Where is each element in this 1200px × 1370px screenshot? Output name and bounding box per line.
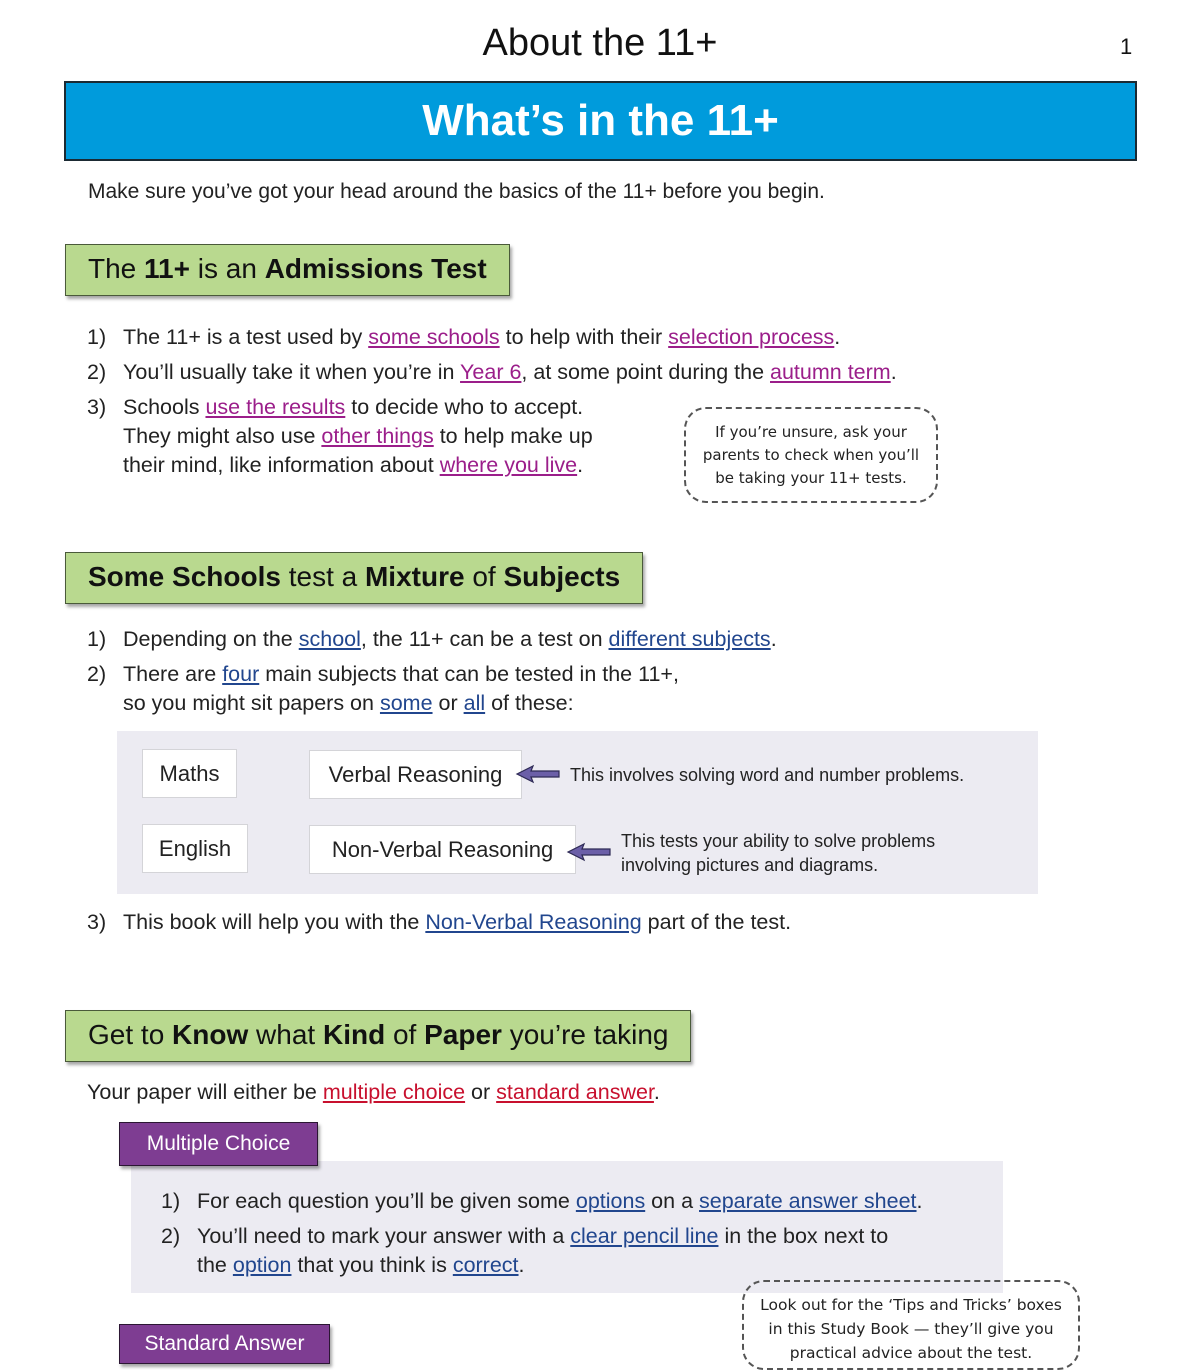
list-number: 2) — [87, 662, 107, 686]
text: You’ll usually take it when you’re in — [123, 360, 461, 384]
text: . — [890, 360, 897, 384]
list-number: 2) — [87, 360, 107, 384]
text: Depending on the — [123, 627, 299, 651]
link-non-verbal-reasoning[interactable]: Non-Verbal Reasoning — [425, 910, 642, 934]
heading-bold: Admissions Test — [264, 253, 487, 284]
link-some[interactable]: some — [379, 691, 433, 715]
arrow-left-icon — [566, 842, 614, 862]
text: in the box next to — [718, 1224, 889, 1248]
link-year-6[interactable]: Year 6 — [460, 360, 522, 384]
heading-bold: Kind — [322, 1019, 386, 1050]
multiple-choice-list — [161, 1187, 1001, 1287]
text: main subjects that can be tested in the 11+, — [259, 662, 679, 686]
text: so you might sit papers on — [123, 691, 380, 715]
page-banner — [64, 81, 1137, 161]
text: For each question you’ll be given some — [197, 1189, 576, 1213]
text: part of the test. — [641, 910, 792, 934]
text: Schools — [123, 395, 206, 419]
heading-bold: Paper — [424, 1019, 502, 1050]
heading-part: of — [464, 561, 504, 592]
section-title: About the 11+ — [482, 22, 718, 64]
link-multiple-choice[interactable]: multiple choice — [322, 1080, 466, 1104]
link-selection-process[interactable]: selection process — [668, 325, 835, 349]
paper-intro — [87, 1078, 660, 1107]
text: , the 11+ can be a test on — [360, 627, 609, 651]
heading-bold: Know — [172, 1019, 249, 1050]
non-verbal-reasoning-note — [621, 829, 935, 877]
list-number: 3) — [87, 910, 107, 934]
list-number: 3) — [87, 395, 107, 419]
text: . — [577, 453, 584, 477]
tip-line: practical advice about the test. — [789, 1344, 1033, 1362]
note-line: involving pictures and diagrams. — [621, 855, 879, 875]
heading-bold: Subjects — [503, 561, 621, 592]
link-four[interactable]: four — [222, 662, 260, 686]
text: or — [432, 691, 464, 715]
link-other-things[interactable]: other things — [321, 424, 434, 448]
text: or — [465, 1080, 497, 1104]
link-different-subjects[interactable]: different subjects — [608, 627, 771, 651]
text: You’ll need to mark your answer with a — [197, 1224, 571, 1248]
note-line: This tests your ability to solve problems — [621, 831, 936, 851]
section-heading-admissions — [65, 244, 510, 296]
link-clear-pencil-line[interactable]: clear pencil line — [570, 1224, 719, 1248]
tip-line: be taking your 11+ tests. — [715, 469, 907, 487]
tip-box-check-dates — [684, 407, 938, 503]
heading-bold: 11+ — [144, 253, 190, 284]
text: . — [770, 627, 777, 651]
page-number: 1 — [1120, 34, 1133, 59]
subject-non-verbal-reasoning: Non-Verbal Reasoning — [309, 825, 576, 874]
intro-text: Make sure you’ve got your head around the basics of the 11+ before you begin. — [88, 180, 825, 203]
list-number: 1) — [161, 1189, 181, 1213]
section-heading-paper-kind — [65, 1010, 691, 1062]
tip-line: parents to check when you’ll — [702, 446, 920, 464]
text: . — [916, 1189, 923, 1213]
link-standard-answer[interactable]: standard answer — [496, 1080, 654, 1104]
heading-part: you’re taking — [501, 1019, 669, 1050]
heading-part: The — [88, 253, 145, 284]
text: on a — [645, 1189, 699, 1213]
tip-line: in this Study Book — they’ll give you — [768, 1320, 1054, 1338]
text: They might also use — [123, 424, 322, 448]
link-option[interactable]: option — [232, 1253, 292, 1277]
tip-line: Look out for the ‘Tips and Tricks’ boxes — [760, 1296, 1062, 1314]
link-autumn-term[interactable]: autumn term — [770, 360, 891, 384]
list-number: 1) — [87, 325, 107, 349]
arrow-left-icon — [515, 764, 563, 784]
text: The 11+ is a test used by — [123, 325, 369, 349]
text: the — [197, 1253, 233, 1277]
subjects-list-item-3 — [87, 908, 1087, 938]
text: their mind, like information about — [123, 453, 440, 477]
text: . — [518, 1253, 525, 1277]
link-correct[interactable]: correct — [452, 1253, 519, 1277]
tip-line: If you’re unsure, ask your — [715, 423, 907, 441]
subject-maths: Maths — [142, 749, 237, 798]
text: to help make up — [433, 424, 593, 448]
heading-part: test a — [280, 561, 365, 592]
text: There are — [123, 662, 223, 686]
list-number: 1) — [87, 627, 107, 651]
text: , at some point during the — [521, 360, 771, 384]
heading-part: Get to — [88, 1019, 173, 1050]
standard-answer-tag: Standard Answer — [119, 1324, 330, 1364]
subject-verbal-reasoning: Verbal Reasoning — [309, 750, 522, 799]
heading-part: is an — [189, 253, 265, 284]
link-separate-answer-sheet[interactable]: separate answer sheet — [699, 1189, 917, 1213]
list-number: 2) — [161, 1224, 181, 1248]
text: to help with their — [499, 325, 669, 349]
heading-part: what — [248, 1019, 323, 1050]
banner-title: What’s in the 11+ — [422, 96, 779, 145]
multiple-choice-tag: Multiple Choice — [119, 1122, 318, 1166]
link-all[interactable]: all — [463, 691, 486, 715]
link-use-the-results[interactable]: use the results — [205, 395, 346, 419]
section-heading-subjects — [65, 552, 643, 604]
heading-bold: Mixture — [364, 561, 465, 592]
link-some-schools[interactable]: some schools — [368, 325, 500, 349]
subjects-list — [87, 625, 1087, 725]
link-school[interactable]: school — [298, 627, 361, 651]
subjects-panel — [117, 731, 1038, 894]
verbal-reasoning-note: This involves solving word and number problems. — [570, 765, 965, 785]
text: to decide who to accept. — [345, 395, 584, 419]
text: of these: — [485, 691, 574, 715]
subject-english: English — [142, 824, 248, 873]
text: that you think is — [291, 1253, 453, 1277]
link-options[interactable]: options — [575, 1189, 646, 1213]
text: This book will help you with the — [123, 910, 426, 934]
text: Your paper will either be — [87, 1080, 323, 1104]
tip-box-tips-and-tricks — [742, 1280, 1080, 1370]
heading-bold: Some Schools — [88, 561, 281, 592]
text: . — [653, 1080, 660, 1104]
heading-part: of — [385, 1019, 425, 1050]
link-where-you-live[interactable]: where you live — [439, 453, 578, 477]
text: . — [834, 325, 841, 349]
